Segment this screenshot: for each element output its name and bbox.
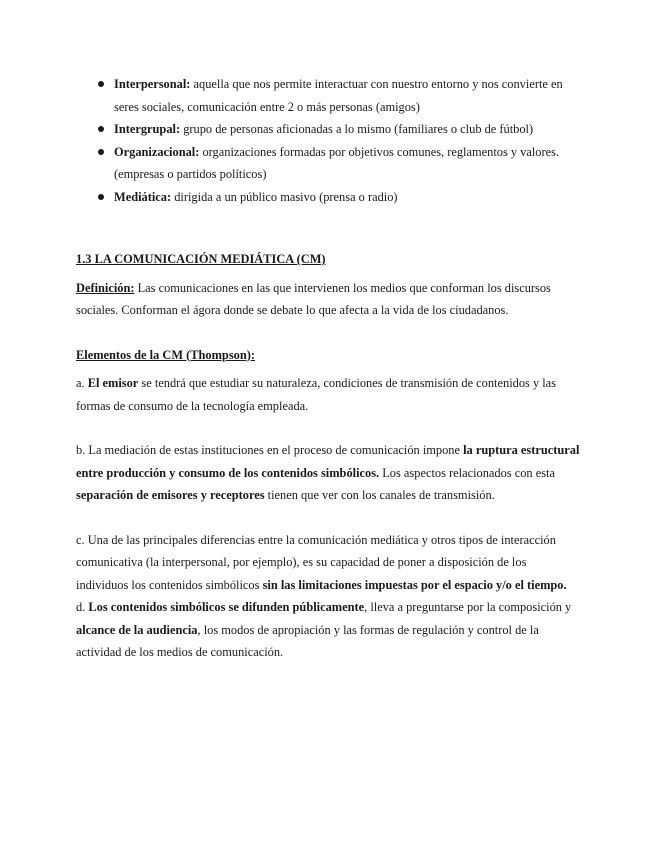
list-item (76, 73, 581, 118)
element-a-bold: El emisor (87, 376, 139, 390)
desc-mediatica: dirigida a un público masivo (prensa o radio) (171, 189, 398, 204)
element-b-paragraph (76, 439, 581, 507)
element-a-paragraph (76, 372, 581, 417)
element-a-text: se tendrá que estudiar su naturaleza, condiciones de transmisión de contenidos y las formas de consumo de la tecnología empleada. (76, 376, 557, 413)
element-b-mid: Los aspectos relacionados con esta (379, 465, 555, 480)
list-item (76, 118, 581, 141)
bullet-icon (98, 126, 104, 132)
bullet-icon (98, 149, 104, 155)
bullet-icon (98, 194, 104, 200)
element-b-bold-1: la ruptura estructural entre producción y consumo de los contenidos simbólicos. (76, 443, 580, 480)
term-mediatica: Mediática: (114, 189, 172, 204)
definition-text: Las comunicaciones en las que intervienen los medios que conforman los discursos sociales. Conforman el ágora donde se debate lo que afecta a la vida de los ciudadanos. (76, 280, 551, 317)
element-d-paragraph (76, 596, 581, 664)
list-item (76, 141, 581, 186)
definition-label: Definición: (76, 280, 135, 295)
element-b-bold-2: separación de emisores y receptores (76, 488, 265, 502)
element-d-bold-2: alcance de la audiencia (76, 622, 198, 637)
element-c-bold: sin las limitaciones impuestas por el espacio y/o el tiempo. (262, 577, 567, 592)
definition-paragraph (76, 277, 581, 322)
element-c-paragraph (76, 529, 581, 597)
element-c-prefix: c. Una de las principales diferencias entre la comunicación mediática y otros tipos de interacción comunicativa (la interpersonal, por ejemplo), es su capacidad de poner a disposición de los individuos los contenidos simbólicos (76, 532, 556, 592)
document-page (76, 73, 581, 664)
term-intergrupal: Intergrupal: (114, 122, 181, 136)
bullet-icon (98, 81, 104, 87)
element-a-prefix: a. (76, 376, 88, 390)
element-d-bold-1: Los contenidos simbólicos se difunden públicamente (88, 600, 365, 614)
desc-organizacional: organizaciones formadas por objetivos comunes, reglamentos y valores. (empresas o partidos políticos) (114, 144, 560, 181)
element-b-text: tienen que ver con los canales de transmisión. (264, 488, 495, 502)
section-title: 1.3 LA COMUNICACIÓN MEDIÁTICA (CM) (76, 252, 326, 266)
desc-interpersonal: aquella que nos permite interactuar con nuestro entorno y nos convierte en seres sociales, comunicación entre 2 o más personas (amigos) (114, 77, 563, 114)
list-item (76, 186, 581, 209)
desc-intergrupal: grupo de personas aficionadas a lo mismo (familiares o club de fútbol) (180, 122, 534, 136)
term-interpersonal: Interpersonal: (114, 77, 191, 91)
element-b-prefix: b. La mediación de estas instituciones en el proceso de comunicación impone (76, 443, 464, 457)
communication-types-list (76, 73, 581, 208)
elements-title: Elementos de la CM (Thompson): (76, 347, 255, 362)
element-d-prefix: d. (76, 600, 89, 614)
term-organizacional: Organizacional: (114, 144, 200, 159)
element-d-mid: , lleva a preguntarse por la composición y (364, 600, 572, 614)
element-d-text: , los modos de apropiación y las formas de regulación y control de la actividad de los medios de comunicación. (76, 622, 539, 659)
